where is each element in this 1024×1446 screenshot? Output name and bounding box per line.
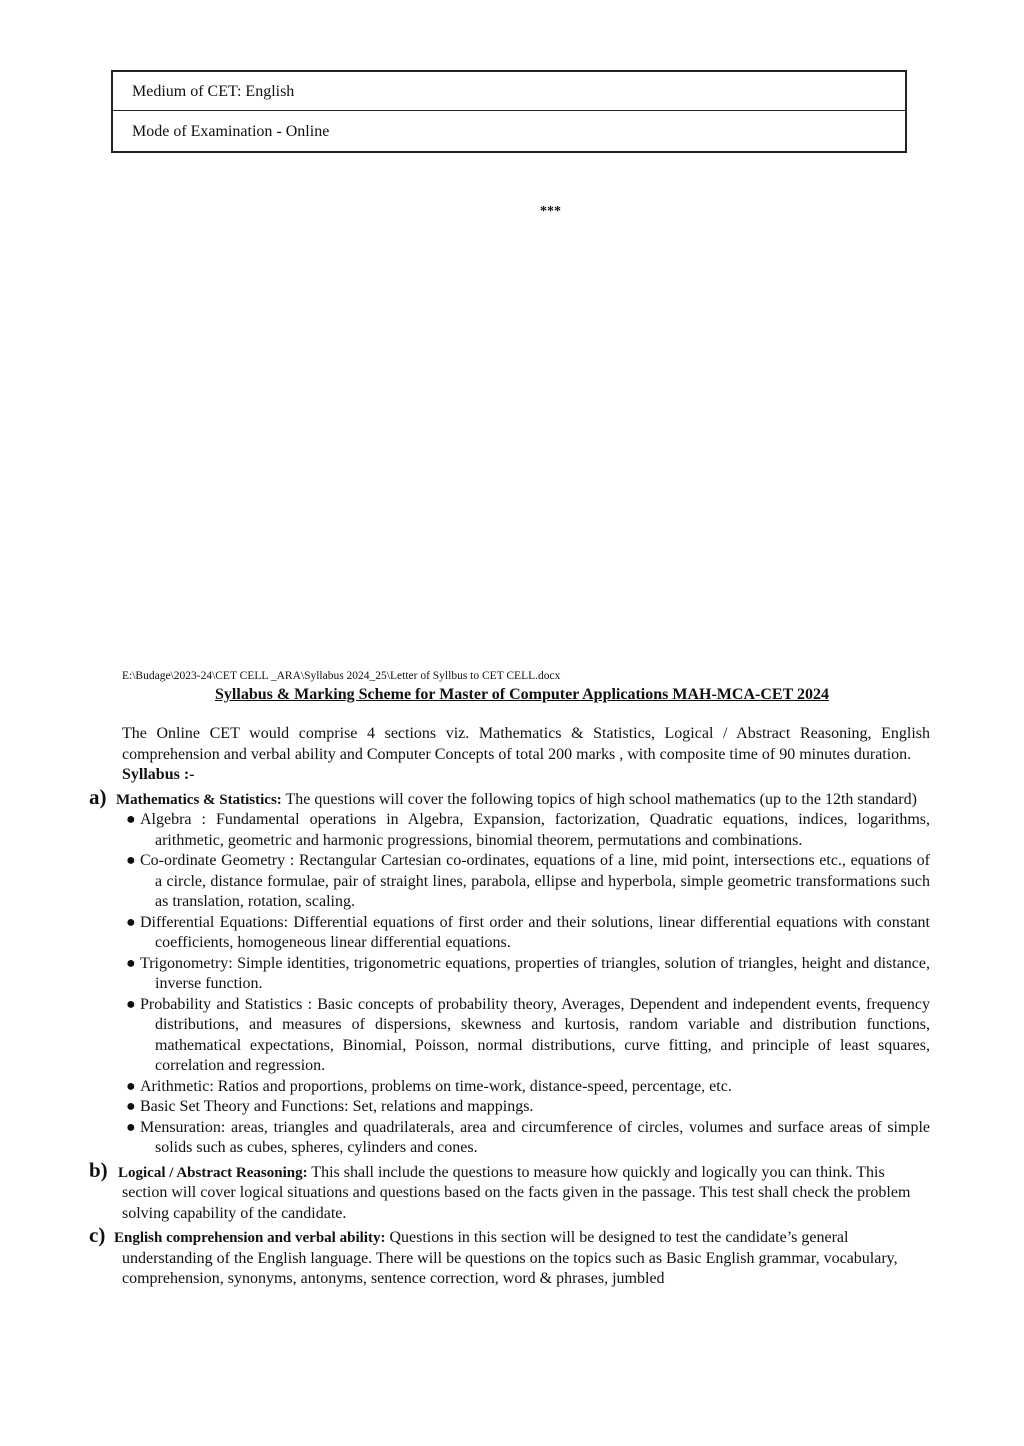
bullet-icon: ●: [126, 954, 136, 972]
section-intro: [118, 1163, 930, 1225]
syllabus-heading: Syllabus :-: [122, 766, 195, 783]
bullet-icon: ●: [126, 995, 136, 1013]
separator-stars: ***: [540, 204, 561, 219]
section-b: [89, 1157, 930, 1225]
section-name: Mathematics & Statistics:: [116, 791, 282, 808]
mode-row: Mode of Examination - Online: [132, 123, 330, 140]
list-item: ● Trigonometry: Simple identities, trigonometric equations, properties of triangles, solution of triangles, height and distance, inverse function.: [126, 954, 930, 992]
file-path: E:\Budage\2023-24\CET CELL _ARA\Syllabus 2024_25\Letter of Syllbus to CET CELL.docx: [122, 670, 561, 682]
bullet-icon: ●: [126, 1118, 136, 1136]
section-letter: c): [89, 1223, 106, 1247]
section-text: The questions will cover the following topics of high school mathematics (up to the 12th standard): [281, 790, 917, 808]
section-text: Questions in this section will be designed to test the candidate’s general understanding of the English language. There will be questions on the topics such as Basic English grammar, vocabulary, comprehension, synonyms, antonyms, sentence correction, word & phrases, jumbled: [122, 1229, 898, 1287]
syllabus-content: [89, 724, 930, 1290]
info-table: [111, 70, 907, 153]
section-name: English comprehension and verbal ability:: [114, 1230, 386, 1246]
list-item: ● Co-ordinate Geometry : Rectangular Cartesian co-ordinates, equations of a line, mid point, intersections etc., equations of a circle, distance formulae, pair of straight lines, parabola, ellipse and hyperbola, simple geometric transformations such as translation, rotation, scaling.: [126, 852, 930, 910]
section-letter: b): [89, 1157, 108, 1182]
list-item: ● Mensuration: areas, triangles and quadrilaterals, area and circumference of circles, volumes and surface areas of simple solids such as cubes, spheres, cylinders and cones.: [126, 1118, 930, 1156]
section-text: This shall include the questions to measure how quickly and logically you can think. This section will cover logical situations and questions based on the facts given in the passage. This test shall check the problem solving capability of the candidate.: [122, 1163, 911, 1222]
intro-paragraph: The Online CET would comprise 4 sections viz. Mathematics & Statistics, Logical / Abstract Reasoning, English comprehension and verbal ability and Computer Concepts of total 200 marks , with composite time of 90 minutes duration.: [122, 725, 930, 763]
bullet-icon: ●: [126, 913, 136, 931]
page-title: Syllabus & Marking Scheme for Master of Computer Applications MAH-MCA-CET 2024: [215, 686, 829, 703]
section-intro: [116, 790, 930, 811]
section-letter: a): [89, 784, 107, 809]
section-name: Logical / Abstract Reasoning:: [118, 1164, 308, 1181]
list-item: ● Basic Set Theory and Functions: Set, relations and mappings.: [124, 1097, 930, 1118]
section-a: [89, 784, 930, 1159]
bullet-icon: ●: [126, 1077, 136, 1095]
bullet-icon: ●: [126, 852, 136, 869]
bullet-icon: ●: [126, 1098, 136, 1115]
list-item: ● Probability and Statistics : Basic concepts of probability theory, Averages, Dependent and independent events, frequency distributions, and measures of dispersions, skewness and kurtosis, random variable and distribution functions, mathematical expectations, Binomial, Poisson, normal distributions, curve fitting, and principle of least squares, correlation and regression.: [126, 995, 930, 1074]
bullet-icon: ●: [126, 811, 136, 828]
medium-row: Medium of CET: English: [113, 72, 905, 111]
section-c: [89, 1223, 930, 1290]
section-intro: [114, 1228, 930, 1290]
topic-list: [122, 810, 930, 1159]
list-item: ● Differential Equations: Differential equations of first order and their solutions, linear differential equations with constant coefficients, homogeneous linear differential equations.: [126, 913, 930, 951]
list-item: ● Arithmetic: Ratios and proportions, problems on time-work, distance-speed, percentage, etc.: [124, 1077, 930, 1098]
list-item: ● Algebra : Fundamental operations in Algebra, Expansion, factorization, Quadratic equations, indices, logarithms, arithmetic, geometric and harmonic progressions, binomial theorem, permutations and combinations.: [126, 811, 930, 849]
